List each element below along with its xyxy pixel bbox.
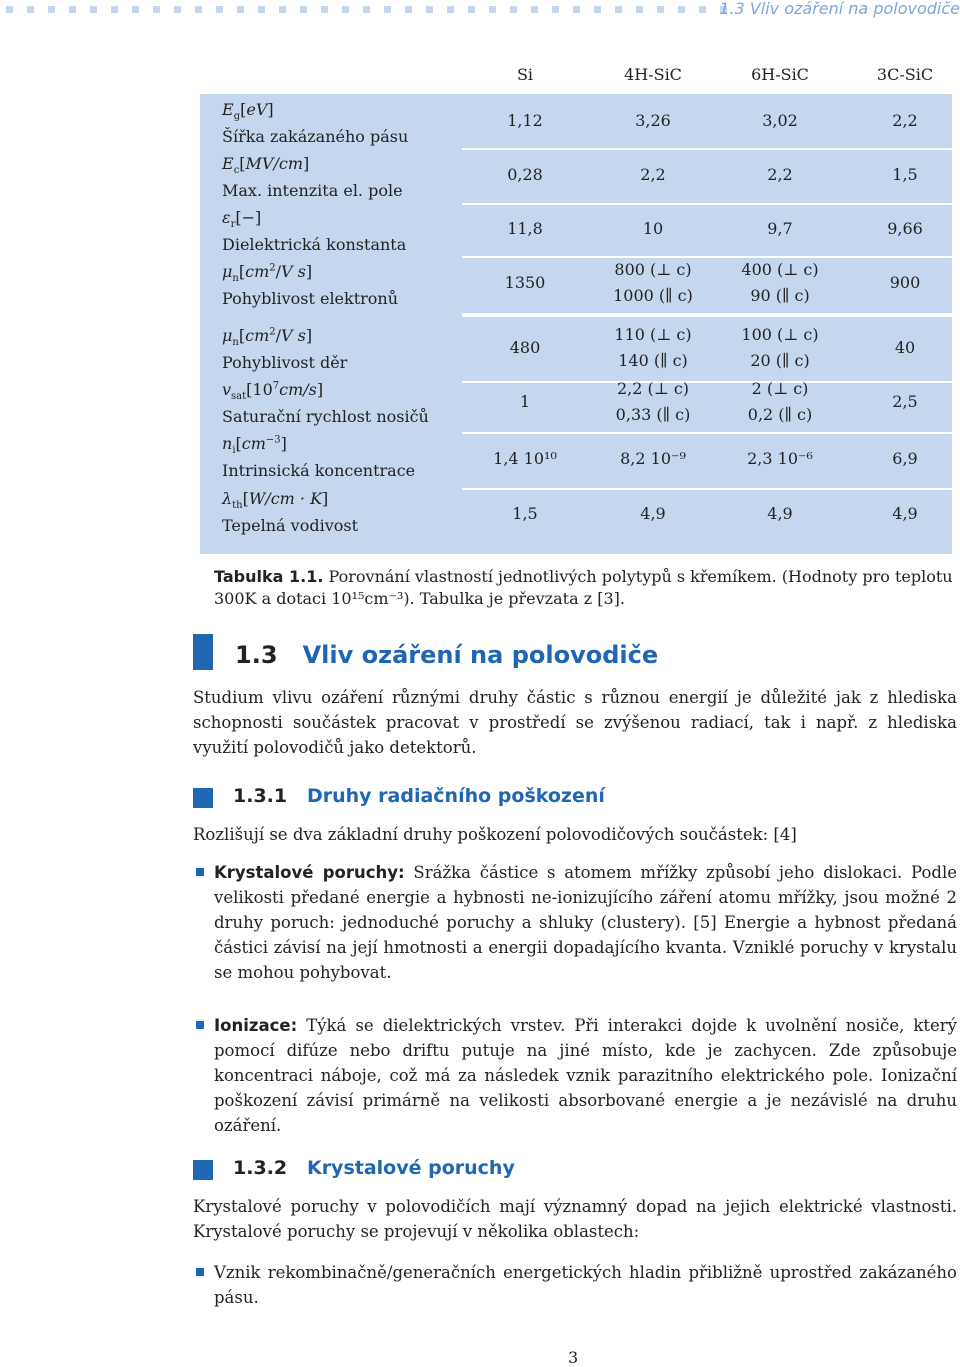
table-cell: 2,2 <box>892 111 918 130</box>
table-cell: 1350 <box>504 273 546 292</box>
row-label: $\lambda_{th}[W/cm \cdot K]$ Tepelná vodivost <box>222 489 358 535</box>
col-header-si: Si <box>516 65 534 84</box>
table-cell: 1,4 10¹⁰ <box>493 449 557 468</box>
table-cell: 0,2 (∥ c) <box>747 405 813 424</box>
caption-text: Porovnání vlastností jednotlivých polytypů s křemíkem. (Hodnoty pro teplotu 300K a dotaci 10¹⁵cm⁻³). Tabulka je převzata z [3]. <box>214 567 953 608</box>
caption-label: Tabulka 1.1. <box>214 567 324 586</box>
row-divider <box>462 488 952 490</box>
row-label: $v_{sat}[10^7cm/s]$ Saturační rychlost nosičů <box>222 380 429 426</box>
table-cell: 2,5 <box>892 392 918 411</box>
table-cell: 1,5 <box>892 165 918 184</box>
table-cell: 2 (⊥ c) <box>751 379 809 398</box>
table-cell: 2,2 (⊥ c) <box>616 379 690 398</box>
table-cell: 4,9 <box>640 504 666 523</box>
table-caption <box>214 566 954 610</box>
section-intro: Studium vlivu ozáření různými druhy částic s různou energií je důležité jak z hlediska schopnosti součástek pracovat v prostředí se zvýšenou radiací, tak i např. z hlediska využití polovodičů jako detektorů. <box>193 688 957 757</box>
table-cell: 90 (∥ c) <box>750 286 810 305</box>
row-label: $E_g[eV]$ Šířka zakázaného pásu <box>222 100 409 146</box>
properties-table <box>200 58 952 554</box>
table-cell: 10 <box>642 219 664 238</box>
table-cell: 0,33 (∥ c) <box>615 405 691 424</box>
table-cell: 1000 (∥ c) <box>613 286 693 305</box>
table-cell: 2,2 <box>767 165 793 184</box>
table-cell: 140 (∥ c) <box>618 351 688 370</box>
subsection-marker <box>193 1160 213 1180</box>
header-dots <box>6 6 727 13</box>
row-divider <box>462 313 952 317</box>
subsection-intro: Rozlišují se dva základní druhy poškození polovodičových součástek: [4] <box>193 825 797 844</box>
table-cell: 3,26 <box>635 111 671 130</box>
col-header-4h: 4H-SiC <box>624 65 682 84</box>
table-cell: 4,9 <box>892 504 918 523</box>
table-cell: 110 (⊥ c) <box>614 325 692 344</box>
row-divider <box>462 203 952 205</box>
bullet-icon <box>196 1268 204 1276</box>
table-cell: 1,12 <box>507 111 543 130</box>
row-label: $\mu_n[cm^2/V$ s] Pohyblivost elektronů <box>222 262 399 308</box>
table-cell: 400 (⊥ c) <box>741 260 819 279</box>
bullet-icon <box>196 1021 204 1029</box>
table-header-row <box>200 58 952 94</box>
table-cell: 2,2 <box>640 165 666 184</box>
table-cell: 1 <box>519 392 531 411</box>
row-label: $\mu_n[cm^2/V$ s] Pohyblivost děr <box>222 326 348 372</box>
table-cell: 11,8 <box>507 219 543 238</box>
table-cell: 4,9 <box>767 504 793 523</box>
table-cell: 900 <box>889 273 921 292</box>
list-item: Krystalové poruchy: Srážka částice s atomem mřížky způsobí jeho dislokaci. Podle velikosti předané energie a hybnosti ne-ionizujícího záření atomu mřížky, jsou možné 2 druhy poruch: jednoduché poruchy a shluky (clustery). [5] Energie a hybnost předaná částici závisí na její hmotnosti a energii dopadajícího kvanta. Vzniklé poruchy v krystalu se mohou pohybovat. <box>214 863 957 982</box>
table-cell: 3,02 <box>762 111 798 130</box>
section-marker <box>193 634 213 670</box>
table-cell: 9,66 <box>887 219 923 238</box>
running-title: 1.3 Vliv ozáření na polovodiče <box>719 0 960 18</box>
row-label: $\varepsilon_r[-]$ Dielektrická konstanta <box>222 208 407 254</box>
table-cell: 800 (⊥ c) <box>614 260 692 279</box>
table-cell: 1,5 <box>512 504 538 523</box>
table-cell: 20 (∥ c) <box>750 351 810 370</box>
table-cell: 8,2 10⁻⁹ <box>620 449 686 468</box>
page-number: 3 <box>568 1348 579 1367</box>
table-cell: 40 <box>894 338 916 357</box>
table-cell: 9,7 <box>767 219 793 238</box>
row-label: $E_c[MV/cm]$ Max. intenzita el. pole <box>222 154 403 200</box>
subsection-heading: 1.3.2 Krystalové poruchy <box>233 1157 515 1179</box>
table-cell: 100 (⊥ c) <box>741 325 819 344</box>
table-cell: 0,28 <box>507 165 543 184</box>
table-cell: 2,3 10⁻⁶ <box>747 449 813 468</box>
row-label: $n_i[cm^{-3}]$ Intrinsická koncentrace <box>222 434 416 480</box>
row-divider <box>462 432 952 434</box>
subsection-heading: 1.3.1 Druhy radiačního poškození <box>233 785 605 807</box>
list-item: Ionizace: Týká se dielektrických vrstev. Při interakci dojde k uvolnění nosiče, který pomocí difúze nebo driftu putuje na jiné místo, kde je zachycen. Zde způsobuje koncentraci náboje, což má za následek vznik parazitního elektrického pole. Ionizační poškození závisí primárně na velikosti absorbované energie a je nezávislé na druhu ozáření. <box>214 1016 957 1135</box>
page-header <box>0 0 960 20</box>
table-cell: 480 <box>509 338 541 357</box>
bullet-icon <box>196 868 204 876</box>
table-cell: 6,9 <box>892 449 918 468</box>
section-heading: 1.3 Vliv ozáření na polovodiče <box>235 641 659 669</box>
col-header-3c: 3C-SiC <box>876 65 934 84</box>
list-item: Vznik rekombinačně/generačních energetických hladin přibližně uprostřed zakázaného pásu. <box>214 1263 957 1307</box>
subsection-marker <box>193 788 213 808</box>
row-divider <box>462 148 952 150</box>
col-header-6h: 6H-SiC <box>751 65 809 84</box>
subsection-intro: Krystalové poruchy v polovodičích mají významný dopad na jejich elektrické vlastnosti. Krystalové poruchy se projevují v několika oblastech: <box>193 1197 957 1241</box>
